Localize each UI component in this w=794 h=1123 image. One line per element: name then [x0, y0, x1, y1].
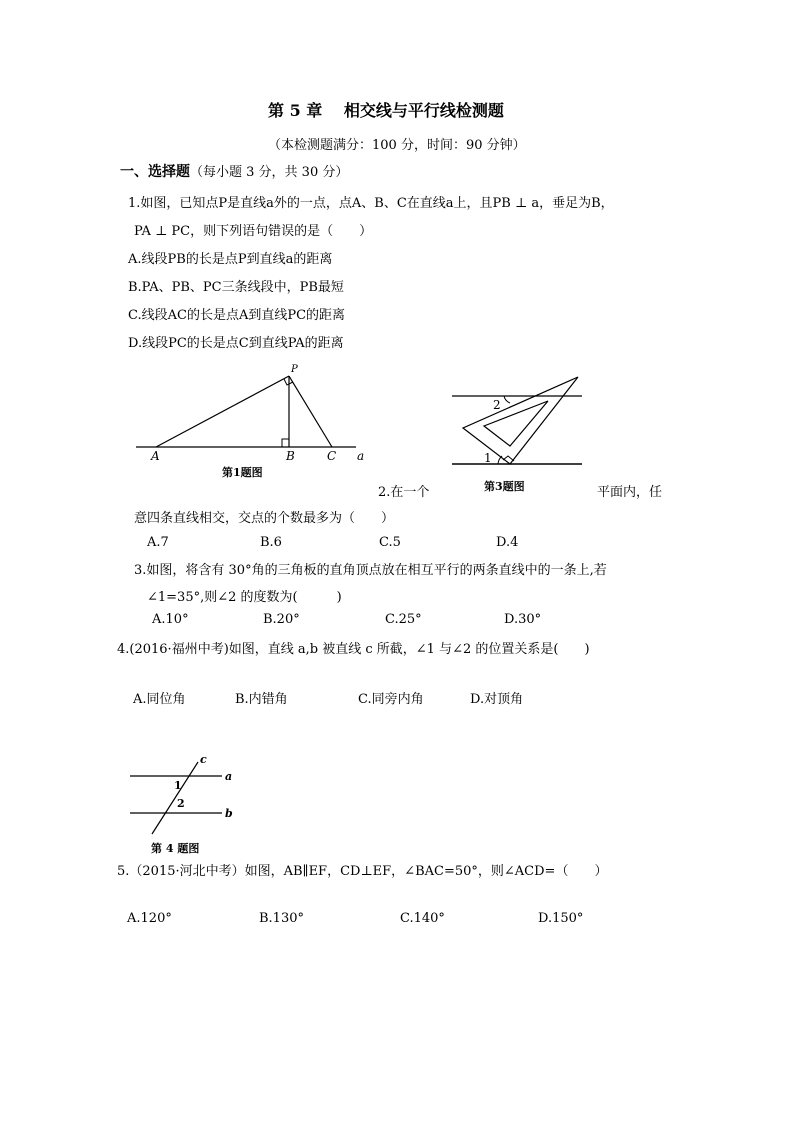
q4-option-a: A.同位角: [133, 692, 186, 707]
q3-option-a: A.10°: [152, 612, 189, 627]
fig1-label-a: A: [151, 449, 160, 463]
page-subtitle: （本检测题满分：100 分，时间：90 分钟）: [268, 138, 526, 153]
section-note: （每小题 3 分，共 30 分）: [190, 165, 349, 180]
q2-stem-line2: 意四条直线相交，交点的个数最多为（ ）: [134, 511, 395, 526]
fig4-label-c: c: [200, 753, 207, 766]
q3-stem-line1: 3.如图，将含有 30°角的三角板的直角顶点放在相互平行的两条直线中的一条上,若: [134, 563, 607, 578]
fig4-label-b: b: [225, 807, 233, 820]
fig1-label-c: C: [327, 449, 337, 463]
q4-option-c: C.同旁内角: [358, 692, 424, 707]
q2-option-c: C.5: [379, 535, 401, 550]
q2-option-d: D.4: [496, 535, 519, 550]
q2-stem-part1: 2.在一个: [378, 485, 430, 500]
q5-option-c: C.140°: [400, 911, 445, 926]
q1-stem-line1: 1.如图，已知点P是直线a外的一点，点A、B、C在直线a上，且PB ⊥ a，垂足为B，: [128, 196, 614, 211]
fig1-label-line-a: a: [357, 449, 365, 463]
q1-option-c: C.线段AC的长是点A到直线PC的距离: [128, 308, 346, 323]
fig1-caption: 第1题图: [222, 466, 263, 479]
page-title: 第 5 章 相交线与平行线检测题: [268, 101, 504, 120]
q2-stem-part2: 平面内，任: [597, 485, 663, 500]
q1-option-b: B.PA、PB、PC三条线段中，PB最短: [128, 280, 344, 295]
fig3-label-1: 1: [484, 451, 492, 465]
fig4-angle-2: 2: [177, 797, 185, 810]
fig1-label-p: P: [291, 364, 298, 375]
q1-option-d: D.线段PC的长是点C到直线PA的距离: [128, 336, 344, 351]
q3-stem-line2: ∠1=35°,则∠2 的度数为( ): [147, 590, 342, 605]
q2-option-b: B.6: [260, 535, 282, 550]
section-label: 一、选择题: [120, 164, 190, 180]
q3-option-d: D.30°: [504, 612, 542, 627]
q5-option-b: B.130°: [259, 911, 304, 926]
q5-stem: 5.（2015·河北中考）如图，AB∥EF，CD⊥EF，∠BAC=50°，则∠ACD=（ ）: [117, 864, 608, 879]
q5-option-d: D.150°: [538, 911, 584, 926]
fig1-label-b: B: [286, 449, 295, 463]
q5-option-a: A.120°: [127, 911, 172, 926]
q3-option-c: C.25°: [385, 612, 422, 627]
fig4-angle-1: 1: [174, 779, 182, 792]
q1-option-a: A.线段PB的长是点P到直线a的距离: [128, 252, 333, 267]
q4-option-b: B.内错角: [235, 692, 288, 707]
fig3-caption: 第3题图: [484, 480, 525, 493]
fig3-label-2: 2: [493, 398, 501, 412]
fig4-line-c: [152, 762, 198, 834]
q3-option-b: B.20°: [263, 612, 300, 627]
q1-stem-line2: PA ⊥ PC，则下列语句错误的是（ ）: [134, 224, 373, 239]
q4-option-d: D.对顶角: [470, 692, 524, 707]
fig4-caption: 第 4 题图: [151, 842, 200, 855]
fig4-label-a: a: [225, 770, 233, 783]
q2-option-a: A.7: [147, 535, 169, 550]
q4-stem: 4.(2016·福州中考)如图，直线 a,b 被直线 c 所截，∠1 与∠2 的位置关系是( ): [117, 642, 590, 657]
